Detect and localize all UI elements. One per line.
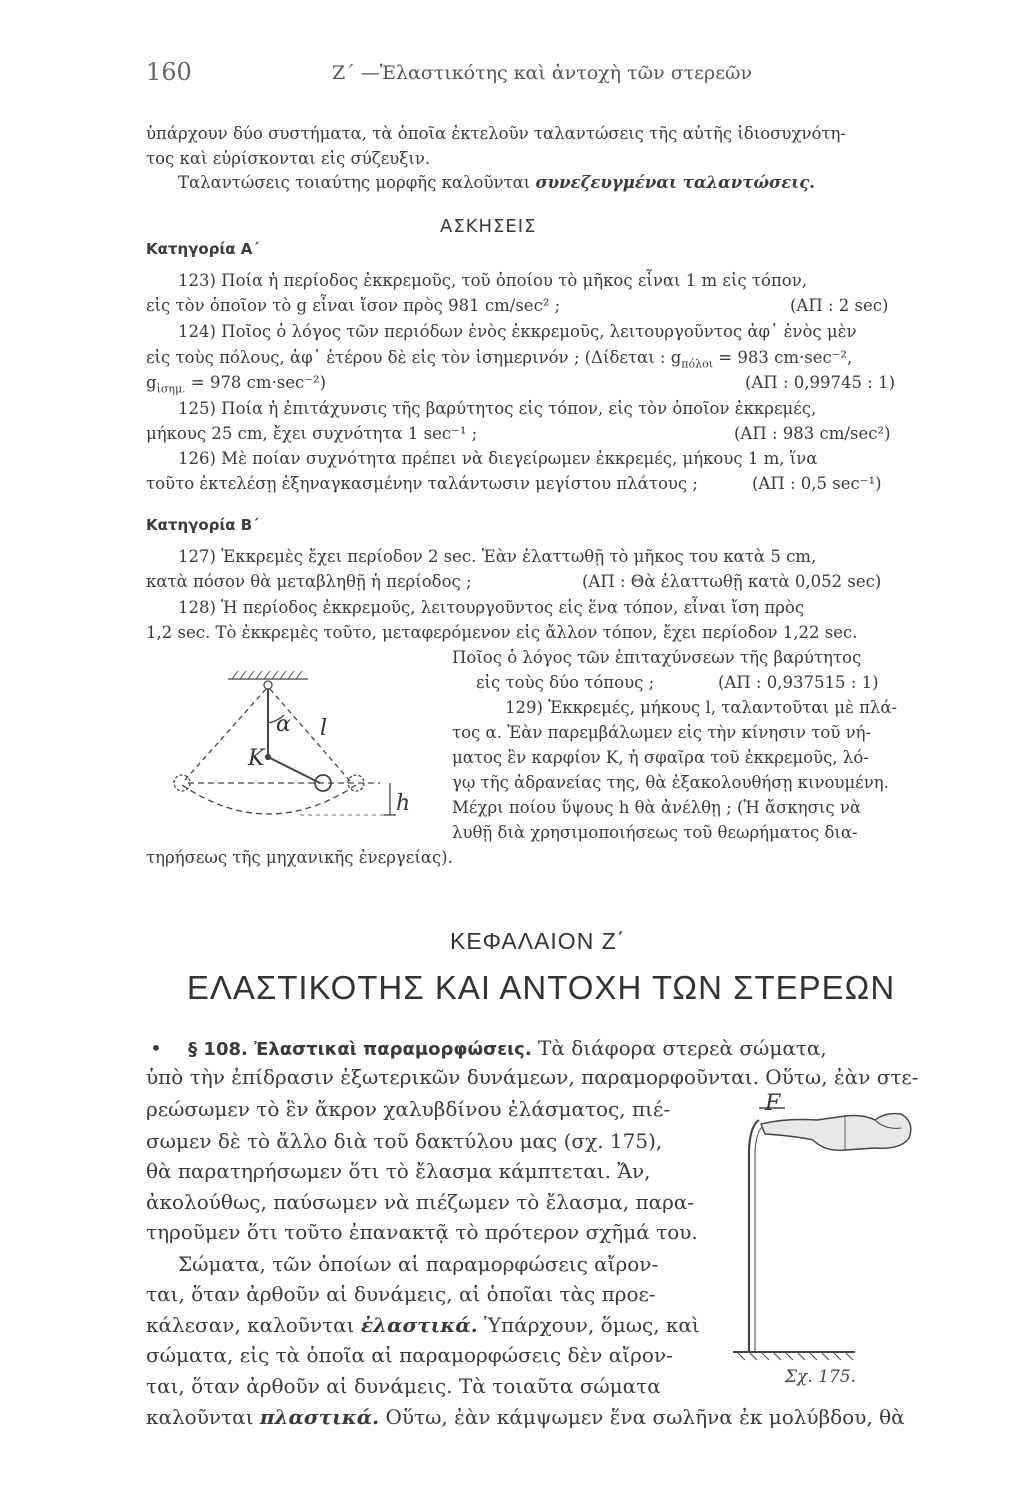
ex125-line-2: μήκους 25 cm, ἔχει συχνότητα 1 sec⁻¹ ; (146, 424, 478, 443)
category-b-label: Κατηγορία Β΄ (146, 516, 259, 534)
string-lower (268, 757, 320, 783)
chapter-heading: ΚΕΦΑΛΑΙΟΝ Ζ΄ (450, 928, 626, 954)
label-l: l (320, 716, 328, 741)
ex129-line-5: Μέχρι ποίου ὕψους h θὰ ἀνέλθῃ ; (Ἡ ἄσκησις νὰ (452, 798, 862, 817)
section-line-4: σωμεν δὲ τὸ ἄλλο διὰ τοῦ δακτύλου μας (σχ. 175), (146, 1129, 663, 1153)
page-number: 160 (146, 58, 192, 86)
section-line-9: ται, ὅταν ἀρθοῦν αἱ δυνάμεις, αἱ ὁποῖαι τὰς προε- (146, 1282, 656, 1306)
pivot (264, 681, 272, 689)
ex126-line-2: τοῦτο ἐκτελέσῃ ἐξηναγκασμένην ταλάντωσιν μεγίστου πλάτους ; (146, 474, 698, 493)
ex126-answer: (ΑΠ : 0,5 sec⁻¹) (752, 474, 882, 493)
figure-caption: Σχ. 175. (785, 1367, 856, 1387)
ex128-line-4: εἰς τοὺς δύο τόπους ; (476, 673, 655, 692)
ceiling-hatch (232, 671, 302, 679)
ex123-line-2: εἰς τὸν ὁποῖον τὸ g εἶναι ἴσον πρὸς 981 cm/sec² ; (146, 296, 561, 315)
ex128-line-3: Ποῖος ὁ λόγος τῶν ἐπιταχύνσεων τῆς βαρύτητος (452, 648, 862, 667)
ex129-line-7: τηρήσεως τῆς μηχανικῆς ἐνεργείας). (146, 848, 453, 867)
exercises-title: ΑΣΚΗΣΕΙΣ (440, 216, 537, 237)
ex127-answer: (ΑΠ : Θὰ ἐλαττωθῇ κατὰ 0,052 sec) (582, 572, 882, 591)
ex127-line-1: 127) Ἐκκρεμὲς ἔχει περίοδον 2 sec. Ἐὰν ἐλαττωθῇ τὸ μῆκος του κατὰ 5 cm, (178, 547, 817, 566)
bullet: • (150, 1036, 162, 1060)
intro-line-1: ὑπάρχουν δύο συστήματα, τὰ ὁποῖα ἐκτελοῦν ταλαντώσεις τῆς αὐτῆς ἰδιοσυχνότη- (146, 124, 846, 143)
section-line-1: • § 108. Ἐλαστικαὶ παραμορφώσεις. Τὰ διάφορα στερεὰ σώματα, (150, 1036, 827, 1060)
ex124-line-3: $g_{ἰ\sigma\eta\mu.} = 978$ cm·sec⁻²) (146, 373, 327, 396)
ex127-line-2: κατὰ πόσον θὰ μεταβληθῇ ἡ περίοδος ; (146, 572, 472, 591)
steel-strip-edge (755, 1126, 763, 1352)
base-hatch (737, 1352, 853, 1360)
ex123-line-1: 123) Ποία ἡ περίοδος ἐκκρεμοῦς, τοῦ ὁποίου τὸ μῆκος εἶναι 1 m εἰς τόπον, (178, 271, 808, 290)
section-line-7: τηροῦμεν ὅτι τοῦτο ἐπανακτᾷ τὸ πρότερον σχῆμά του. (146, 1220, 698, 1244)
section-line-3: ρεώσωμεν τὸ ἓν ἄκρον χαλυβδίνου ἐλάσματος, πιέ- (146, 1097, 671, 1121)
ex124-line-2: εἰς τοὺς πόλους, ἀφ᾽ ἑτέρου δὲ εἰς τὸν ἰσημερινόν ; (Δίδεται : $g_{\pi ό\lambda o\iota} = 983$ cm·sec⁻², (146, 348, 853, 371)
section-line-13: καλοῦνται πλαστικά. Οὕτω, ἐὰν κάμψωμεν ἕνα σωλῆνα ἐκ μολύβδου, θὰ (146, 1405, 905, 1429)
ex128-line-1: 128) Ἡ περίοδος ἐκκρεμοῦς, λειτουργοῦντος εἰς ἕνα τόπον, εἶναι ἴση πρὸς (178, 598, 805, 617)
ex123-answer: (ΑΠ : 2 sec) (790, 296, 889, 315)
chapter-title: ΕΛΑΣΤΙΚΟΤΗΣ ΚΑΙ ΑΝΤΟΧΗ ΤΩΝ ΣΤΕΡΕΩΝ (186, 969, 896, 1006)
ex129-line-3: ματος ἓν καρφίον K, ἡ σφαῖρα τοῦ ἐκκρεμοῦς, λό- (452, 748, 869, 767)
intro-line-3: Ταλαντώσεις τοιαύτης μορφῆς καλοῦνται συνεζευγμέναι ταλαντώσεις. (178, 173, 816, 192)
ex128-answer: (ΑΠ : 0,937515 : 1) (718, 673, 879, 692)
section-line-6: ἀκολούθως, παύσωμεν νὰ πιέζωμεν τὸ ἔλασμα, παρα- (146, 1190, 695, 1214)
section-heading: § 108. Ἐλαστικαὶ παραμορφώσεις. (188, 1039, 532, 1060)
steel-strip (749, 1120, 759, 1352)
label-h: h (396, 791, 411, 816)
label-K: K (248, 746, 265, 771)
section-line-2: ὑπὸ τὴν ἐπίδρασιν ἐξωτερικῶν δυνάμεων, παραμορφοῦνται. Οὕτω, ἐὰν στε- (146, 1065, 919, 1089)
figure-175 (725, 1090, 945, 1390)
hand (761, 1114, 911, 1151)
ex129-line-1: 129) Ἐκκρεμές, μήκους l, ταλαντοῦται μὲ πλά- (505, 698, 898, 717)
ex129-line-2: τος α. Ἐὰν παρεμβάλωμεν εἰς τὴν κίνησιν τοῦ νή- (452, 723, 872, 742)
ex124-answer: (ΑΠ : 0,99745 : 1) (745, 373, 896, 392)
force-label: F (765, 1091, 781, 1116)
section-line-11: σώματα, εἰς τὰ ὁποῖα αἱ παραμορφώσεις δὲν αἴρον- (146, 1343, 673, 1367)
category-a-label: Κατηγορία Α΄ (146, 240, 260, 258)
ex129-line-6: λυθῇ διὰ χρησιμοποιήσεως τοῦ θεωρήματος δια- (452, 823, 858, 842)
ex126-line-1: 126) Μὲ ποίαν συχνότητα πρέπει νὰ διεγείρωμεν ἐκκρεμές, μήκους 1 m, ἵνα (178, 449, 818, 468)
ex124-line-1: 124) Ποῖος ὁ λόγος τῶν περιόδων ἑνὸς ἐκκρεμοῦς, λειτουργοῦντος ἀφ᾽ ἑνὸς μὲν (178, 322, 857, 341)
term-elastic: ἐλαστικά. (360, 1313, 478, 1337)
section-line-8: Σώματα, τῶν ὁποίων αἱ παραμορφώσεις αἴρον- (178, 1252, 659, 1276)
ex128-line-2: 1,2 sec. Τὸ ἐκκρεμὲς τοῦτο, μεταφερόμενον εἰς ἄλλον τόπον, ἔχει περίοδον 1,22 sec. (146, 623, 858, 642)
pendulum-figure (160, 665, 450, 845)
term-coupled-oscillations: συνεζευγμέναι ταλαντώσεις. (535, 173, 816, 192)
section-line-12: ται, ὅταν ἀρθοῦν αἱ δυνάμεις. Τὰ τοιαῦτα σώματα (146, 1374, 661, 1398)
running-title: Ζ΄ —Ἐλαστικότης καὶ ἀντοχὴ τῶν στερεῶν (332, 62, 753, 84)
label-alpha: α (276, 712, 291, 737)
ex129-line-4: γῳ τῆς ἀδρανείας της, θὰ ἐξακολουθήσῃ κινουμένη. (452, 773, 889, 792)
section-line-5: θὰ παρατηρήσωμεν ὅτι τὸ ἔλασμα κάμπτεται. Ἄν, (146, 1159, 651, 1183)
section-line-10: κάλεσαν, καλοῦνται ἐλαστικά. Ὑπάρχουν, ὅμως, καὶ (146, 1313, 700, 1337)
term-plastic: πλαστικά. (259, 1405, 380, 1429)
ex125-answer: (ΑΠ : 983 cm/sec²) (734, 424, 891, 443)
swing-arc (182, 785, 356, 814)
ex125-line-1: 125) Ποία ἡ ἐπιτάχυνσις τῆς βαρύτητος εἰς τόπον, εἰς τὸν ὁποῖον ἐκκρεμές, (178, 399, 817, 418)
intro-line-2: τος καὶ εὑρίσκονται εἰς σύζευξιν. (146, 149, 431, 168)
